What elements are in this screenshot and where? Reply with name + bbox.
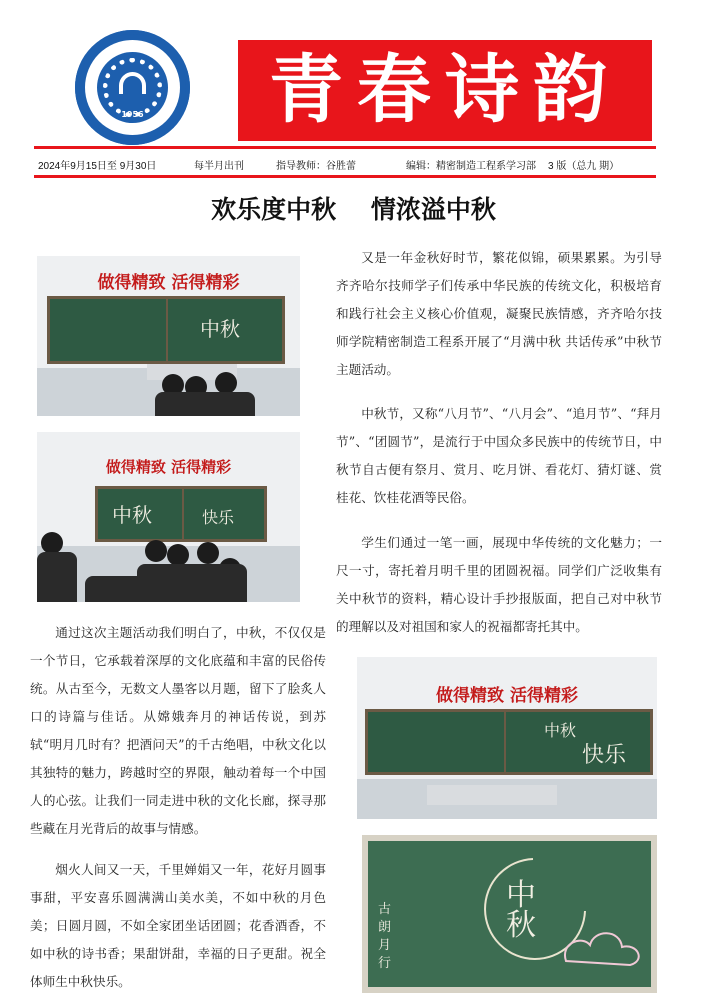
issue-date: 2024年9月15日至 9月30日 [38, 161, 157, 172]
chalkboard [47, 296, 285, 364]
chalkboard [362, 835, 657, 993]
info-rule-bottom [34, 175, 656, 178]
cloud-drawing [558, 921, 648, 971]
issue-frequency: 每半月出刊 [194, 161, 244, 172]
advisor: 指导教师：谷胜蕾 [276, 161, 356, 172]
info-rule-top [34, 146, 656, 149]
paragraph-activity: 学生们通过一笔一画，展现中华传统的文化魅力；一尺一寸，寄托着月明千里的团圆祝福。同学们广泛收集有关中秋节的资料，精心设计手抄报版面，把自己对中秋节的理解以及对祖国和家人的祝福都寄托其中。 [336, 535, 662, 634]
board-text: 中秋 [544, 721, 577, 740]
board-text: 中秋 [506, 878, 536, 943]
photo-banner: 做得精致 活得精彩 [97, 273, 240, 293]
paragraph-intro: 又是一年金秋好时节，繁花似锦，硕果累累。为引导齐齐哈尔技师学子们传承中华民族的传统文化，积极培育和践行社会主义核心价值观，凝聚民族情感，齐齐哈尔技师学院精密制造工程系开展了“月满中秋 共话传承”中秋节主题活动。 [336, 250, 662, 377]
headline: 欢乐度中秋 情浓溢中秋 [211, 195, 496, 224]
photo-classroom-3 [357, 657, 657, 819]
photo-classroom-1 [37, 256, 300, 416]
board-text: 快乐 [202, 508, 235, 527]
chalkboard [95, 486, 267, 542]
board-text: 快乐 [582, 743, 627, 768]
masthead-title: 青春诗韵 [269, 47, 621, 133]
board-text: 中秋 [112, 503, 152, 527]
paragraph-festival: 中秋节，又称“八月节”、“八月会”、“追月节”、“拜月节”、“团圆节”，是流行于中国众多民族中的传统节日，中秋节自古便有祭月、赏月、吃月饼、看花灯、猜灯谜、赏桂花、饮桂花酒等民俗。 [336, 406, 662, 505]
board-text: 中秋 [200, 317, 240, 341]
photo-banner: 做得精致 活得精彩 [436, 686, 578, 706]
chalkboard [365, 709, 653, 775]
board-text: 古朗月行 [378, 902, 392, 971]
paragraph-reflection: 通过这次主题活动我们明白了，中秋，不仅仅是一个节日，它承载着深厚的文化底蕴和丰富的民俗传统。从古至今，无数文人墨客以月题，留下了脍炙人口的诗篇与佳话。从嫦娥奔月的神话传说，到苏轼“明月几时有？把酒问天”的千古绝唱，中秋文化以其独特的魅力，跨越时空的界限，触动着每一个中国人的心弦。让我们一同走进中秋的文化长廊，探寻那些藏在月光背后的故事与情感。 [30, 625, 326, 836]
school-logo [75, 30, 190, 145]
arch-icon [119, 72, 146, 94]
photo-banner: 做得精致 活得精彩 [105, 458, 232, 476]
editor: 编辑：精密制造工程系学习部 [406, 161, 536, 172]
photo-classroom-2 [37, 432, 300, 602]
photo-chalkboard [362, 835, 657, 993]
edition: 3 版（总九 期） [548, 161, 620, 172]
masthead [238, 40, 652, 141]
paragraph-blessing: 烟火人间又一天，千里婵娟又一年，花好月圆事事甜，平安喜乐圆满满山美水美，不如中秋的月色美；日圆月圆，不如全家团坐话团圆；花香酒香，不如中秋的诗书香；果甜饼甜，幸福的日子更甜。祝全体师生中秋快乐。 [30, 862, 326, 989]
logo-year: 1956 [121, 110, 144, 119]
